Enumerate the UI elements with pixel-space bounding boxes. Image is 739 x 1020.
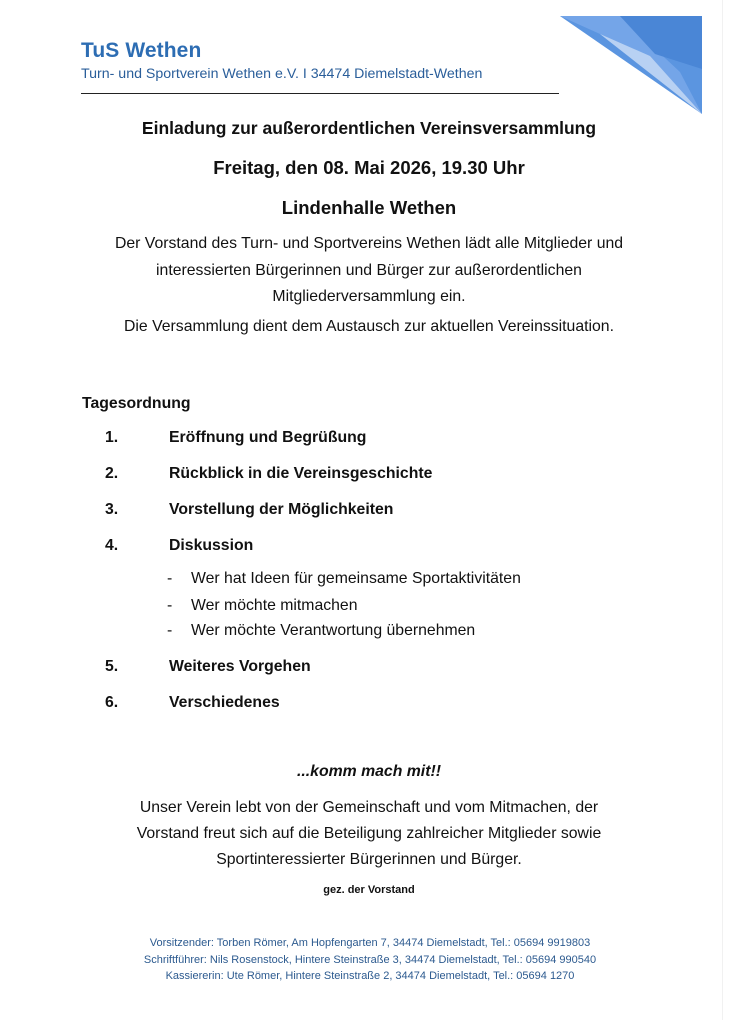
agenda-label: Rückblick in die Vereinsgeschichte — [169, 465, 433, 482]
event-date-time: Freitag, den 08. Mai 2026, 19.30 Uhr — [213, 157, 525, 178]
intro-paragraph — [70, 231, 668, 311]
intro-line: Der Vorstand des Turn- und Sportvereins Wethen lädt alle Mitglieder und — [114, 235, 624, 252]
dash-bullet-icon: - — [167, 597, 173, 614]
agenda-label: Eröffnung und Begrüßung — [169, 429, 367, 446]
club-name: TuS Wethen — [81, 39, 202, 62]
closing-paragraph — [70, 795, 668, 873]
signature: gez. der Vorstand — [323, 884, 415, 896]
contact-line-treasurer: Kassiererin: Ute Römer, Hintere Steinstraße 2, 34474 Diemelstadt, Tel.: 05694 1270 — [165, 970, 575, 982]
agenda-heading: Tagesordnung — [82, 395, 191, 412]
invitation-title: Einladung zur außerordentlichen Vereinsversammlung — [141, 118, 597, 138]
contact-line-chair: Vorsitzender: Torben Römer, Am Hopfengarten 7, 34474 Diemelstadt, Tel.: 05694 9919803 — [149, 937, 591, 949]
agenda-item — [105, 694, 280, 712]
agenda-number: 2. — [105, 465, 119, 482]
intro-line: Mitgliederversammlung ein. — [272, 288, 466, 305]
corner-decoration-icon — [560, 14, 702, 114]
header-divider — [81, 93, 559, 94]
purpose-paragraph: Die Versammlung dient dem Austausch zur aktuellen Vereinssituation. — [124, 318, 614, 335]
agenda-item — [105, 501, 393, 519]
agenda-item — [105, 465, 432, 483]
slogan: ...komm mach mit!! — [297, 763, 441, 780]
footer-contacts — [90, 935, 650, 985]
dash-bullet-icon: - — [167, 570, 173, 587]
agenda-label: Verschiedenes — [169, 694, 280, 711]
discussion-text: Wer hat Ideen für gemeinsame Sportaktivitäten — [191, 570, 521, 587]
contact-line-secretary: Schriftführer: Nils Rosenstock, Hintere Steinstraße 3, 34474 Diemelstadt, Tel.: 05694 990540 — [143, 953, 597, 966]
closing-line: Unser Verein lebt von der Gemeinschaft und vom Mitmachen, der — [139, 799, 599, 816]
discussion-point — [167, 622, 475, 640]
agenda-number: 4. — [105, 537, 119, 554]
closing-line: Sportinteressierter Bürgerinnen und Bürger. — [216, 851, 522, 868]
agenda-number: 1. — [105, 429, 119, 446]
agenda-number: 5. — [105, 658, 119, 675]
agenda-number: 3. — [105, 501, 119, 518]
club-subtitle: Turn- und Sportverein Wethen e.V. I 34474 Diemelstadt-Wethen — [81, 66, 483, 82]
agenda-label: Vorstellung der Möglichkeiten — [169, 501, 394, 518]
agenda-label: Diskussion — [169, 537, 254, 554]
discussion-point — [167, 570, 521, 588]
agenda-number: 6. — [105, 694, 119, 711]
agenda-item — [105, 537, 253, 555]
discussion-point — [167, 597, 358, 615]
discussion-text: Wer möchte Verantwortung übernehmen — [191, 622, 476, 639]
discussion-text: Wer möchte mitmachen — [191, 597, 358, 614]
scan-edge-line — [722, 0, 723, 1020]
dash-bullet-icon: - — [167, 622, 173, 639]
agenda-item — [105, 658, 311, 676]
letterhead — [81, 38, 482, 83]
agenda-label: Weiteres Vorgehen — [169, 658, 311, 675]
event-venue: Lindenhalle Wethen — [281, 197, 457, 218]
intro-line: interessierten Bürgerinnen und Bürger zur außerordentlichen — [156, 261, 582, 279]
closing-line: Vorstand freut sich auf die Beteiligung zahlreicher Mitglieder sowie — [136, 825, 602, 842]
agenda-item — [105, 429, 366, 447]
